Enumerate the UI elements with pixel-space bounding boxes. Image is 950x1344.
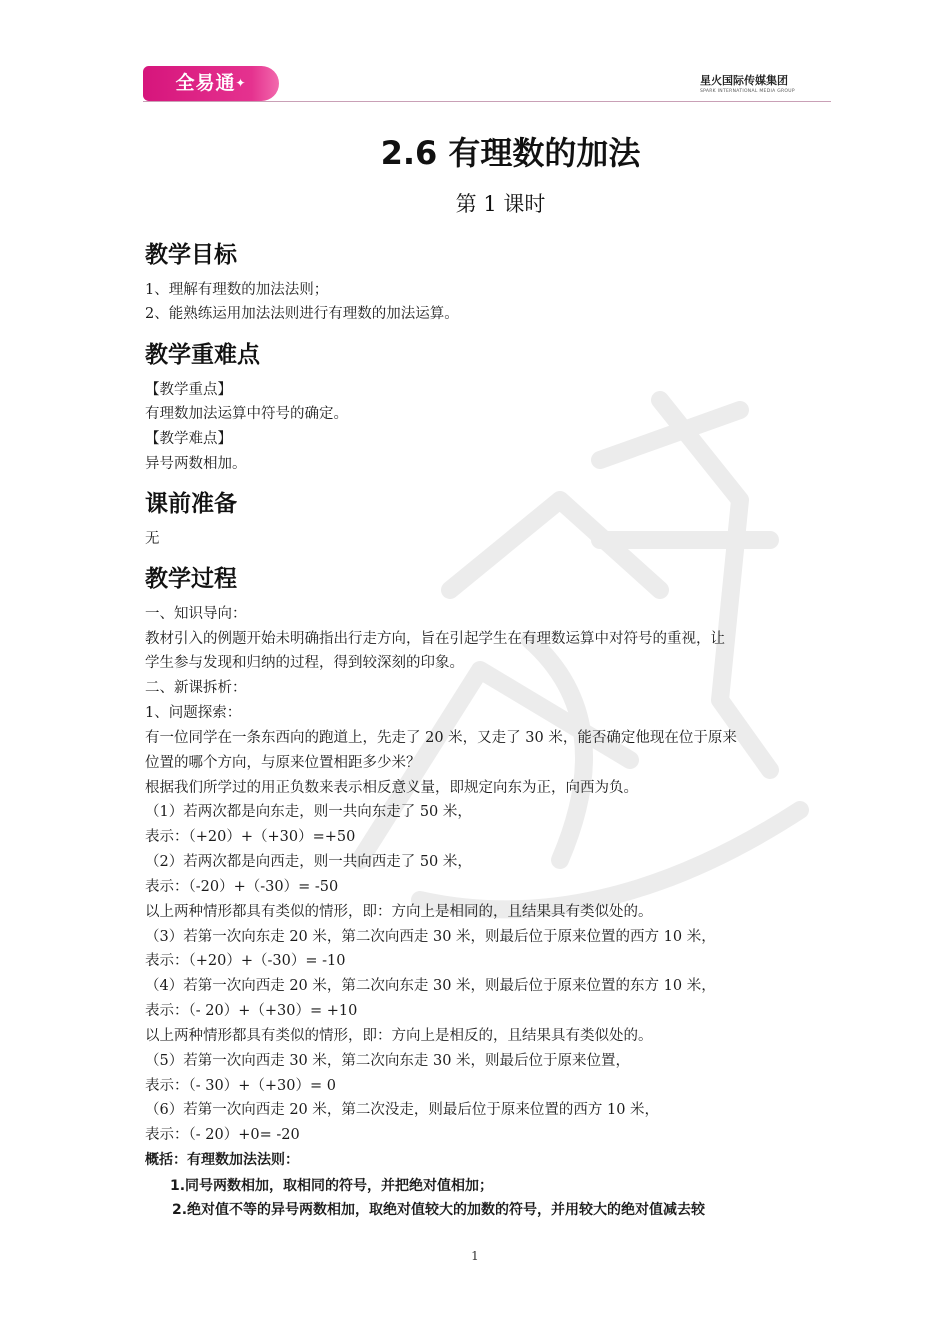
process-line: 位置的哪个方向，与原来位置相距多少米？: [145, 755, 421, 771]
process-line: 以上两种情形都具有类似的情形，即：方向上是相反的，且结果具有类似处的。: [145, 1028, 653, 1044]
process-line: （2）若两次都是向西走，则一共向西走了 50 米，: [145, 854, 472, 870]
process-line: 表示：（- 30）+（+30）= 0: [145, 1078, 336, 1094]
process-line: 一、知识导向：: [145, 606, 247, 622]
process-line: 以上两种情形都具有类似的情形，即：方向上是相同的，且结果具有类似处的。: [145, 904, 653, 920]
process-line: 表示：（- 20）+（+30）= +10: [145, 1003, 358, 1019]
process-line: 1、问题探索：: [145, 705, 242, 721]
focus-label: 【教学重点】: [145, 382, 232, 398]
process-line: 教材引入的例题开始未明确指出行走方向，旨在引起学生在有理数运算中对符号的重视，让: [145, 631, 725, 647]
difficulty-label: 【教学难点】: [145, 431, 232, 447]
summary-label: 概括：有理数加法法则：: [145, 1152, 299, 1168]
publisher-name-cn: 星火国际传媒集团: [700, 74, 788, 87]
process-line: （1）若两次都是向东走，则一共向东走了 50 米，: [145, 804, 472, 820]
section-heading-process: 教学过程: [145, 566, 237, 592]
process-line: 学生参与发现和归纳的过程，得到较深刻的印象。: [145, 655, 464, 671]
process-line: 表示：（+20）+（-30）= -10: [145, 953, 346, 969]
process-line: （6）若第一次向西走 20 米，第二次没走，则最后位于原来位置的西方 10 米，: [145, 1102, 660, 1118]
section-heading-key-points: 教学重难点: [145, 342, 260, 368]
difficulty-text: 异号两数相加。: [145, 456, 247, 472]
section-heading-preparation: 课前准备: [145, 491, 237, 517]
page-title: 2.6 有理数的加法: [380, 134, 641, 172]
publisher-block: [700, 72, 830, 94]
header-divider: [143, 101, 831, 102]
focus-text: 有理数加法运算中符号的确定。: [145, 406, 348, 422]
logo-text: 全易通: [175, 72, 236, 94]
page-number: 1: [471, 1249, 479, 1263]
process-line: （3）若第一次向东走 20 米，第二次向西走 30 米，则最后位于原来位置的西方 10 米，: [145, 929, 716, 945]
process-line: （4）若第一次向西走 20 米，第二次向东走 30 米，则最后位于原来位置的东方 10 米，: [145, 978, 716, 994]
rule-line: 2.绝对值不等的异号两数相加，取绝对值较大的加数的符号，并用较大的绝对值减去较: [172, 1202, 706, 1218]
brand-logo: [143, 66, 279, 101]
process-line: 二、新课拆析：: [145, 680, 247, 696]
process-line: （5）若第一次向西走 30 米，第二次向东走 30 米，则最后位于原来位置，: [145, 1053, 631, 1069]
publisher-name-en: SPARK INTERNATIONAL MEDIA GROUP: [700, 89, 795, 94]
process-line: 表示：（-20）+（-30）= -50: [145, 879, 339, 895]
process-line: 表示：（- 20）+0= -20: [145, 1127, 300, 1143]
preparation-text: 无: [145, 531, 160, 547]
process-line: 表示：（+20）+（+30）=+50: [145, 829, 356, 845]
objective-line: 2、能熟练运用加法法则进行有理数的加法运算。: [145, 306, 459, 322]
section-heading-objectives: 教学目标: [145, 242, 237, 268]
rule-line: 1.同号两数相加，取相同的符号，并把绝对值相加；: [170, 1178, 494, 1194]
sparkle-icon: ✦: [235, 76, 247, 90]
page-subtitle: 第 1 课时: [455, 192, 546, 216]
objective-line: 1、理解有理数的加法法则；: [145, 282, 329, 298]
process-line: 根据我们所学过的用正负数来表示相反意义量，即规定向东为正，向西为负。: [145, 780, 638, 796]
process-line: 有一位同学在一条东西向的跑道上，先走了 20 米，又走了 30 米，能否确定他现在位于原来: [145, 730, 737, 746]
